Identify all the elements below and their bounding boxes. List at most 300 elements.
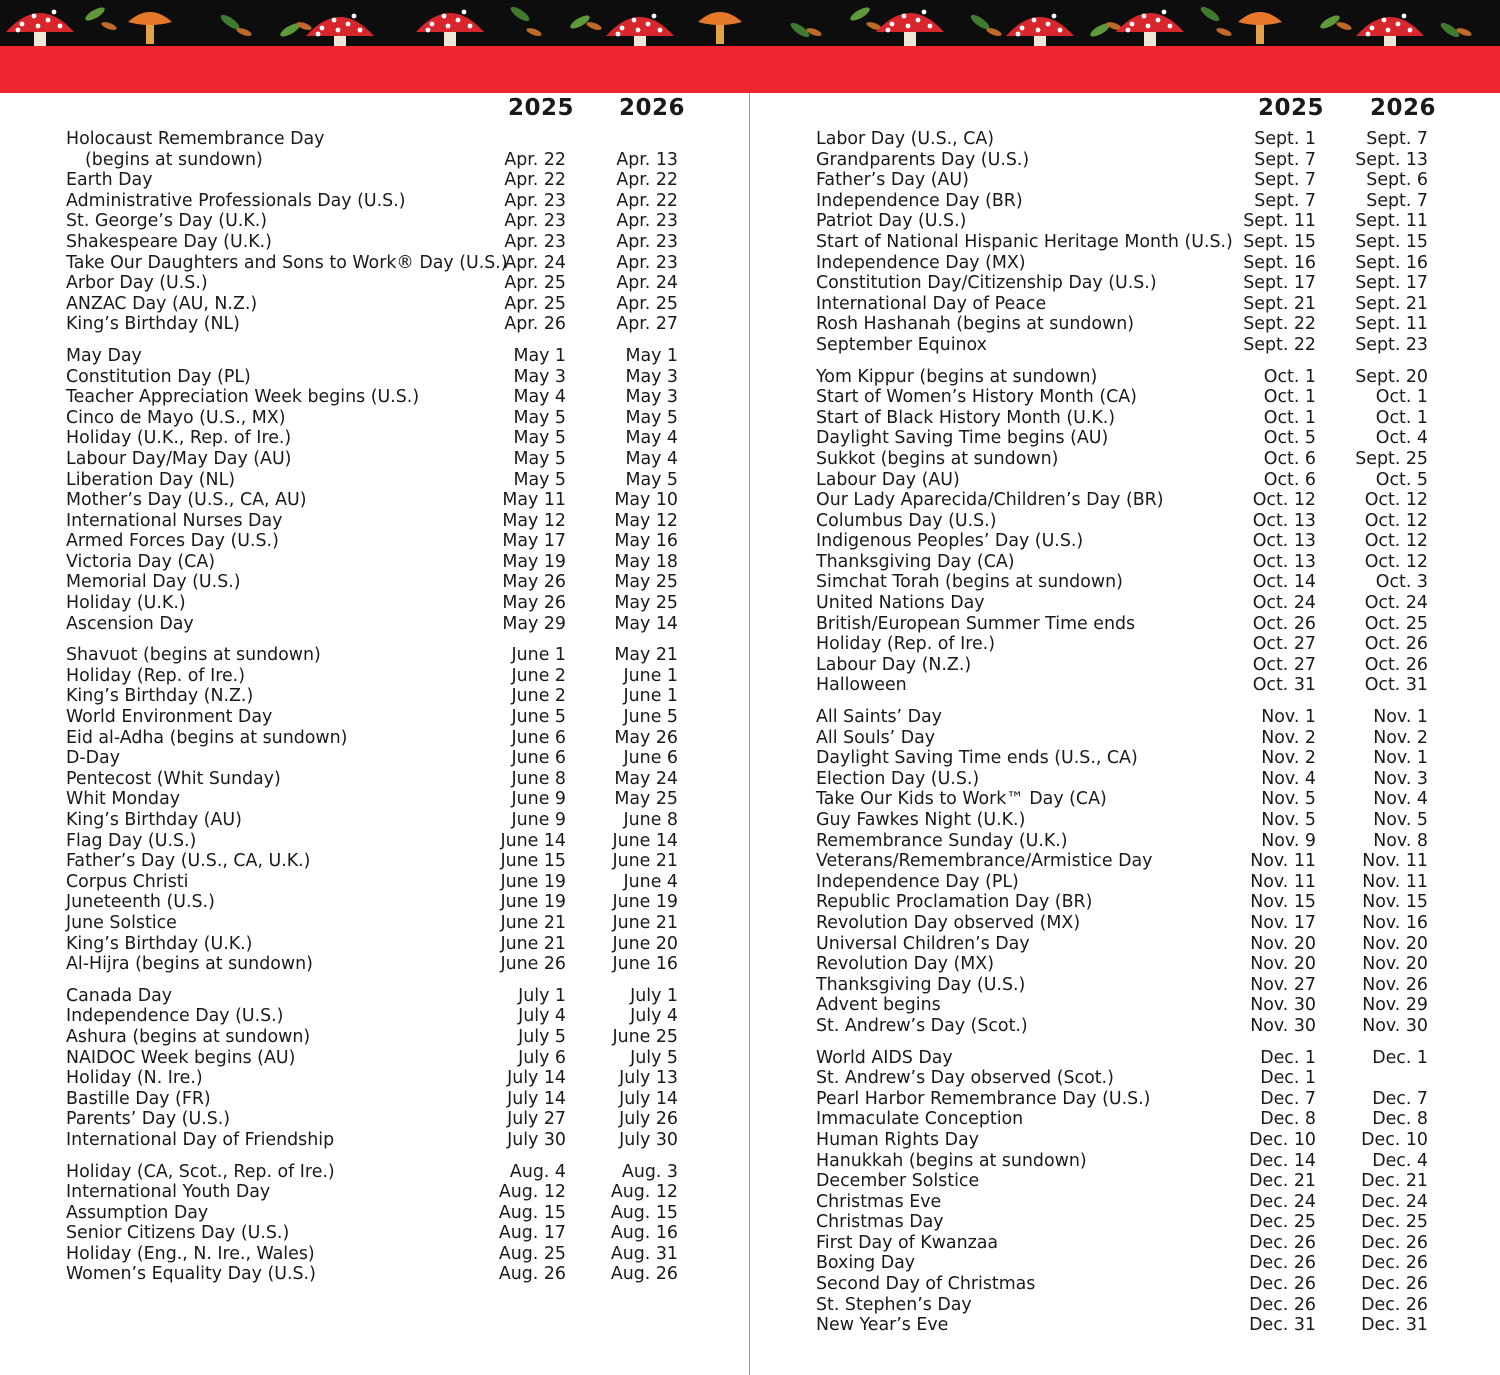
date-2026: Oct. 26	[1364, 654, 1428, 675]
date-2026: June 21	[612, 851, 678, 872]
date-2026: June 8	[623, 810, 678, 830]
date-2025: May 1	[513, 345, 566, 366]
holiday-row	[750, 211, 1500, 232]
date-2025: Nov. 11	[1250, 871, 1316, 892]
year-header-2026: 2026	[619, 95, 686, 121]
date-2025: May 11	[502, 490, 566, 511]
holiday-row	[0, 387, 749, 408]
leaf-icon	[568, 13, 602, 32]
holiday-row	[0, 470, 749, 491]
date-2025: Sept. 11	[1243, 211, 1316, 232]
date-2026: Oct. 12	[1364, 551, 1428, 572]
holiday-name: Columbus Day (U.S.)	[816, 510, 997, 531]
holiday-group	[0, 645, 749, 975]
date-2026: Apr. 22	[616, 190, 678, 211]
holiday-name: Father’s Day (AU)	[816, 170, 969, 191]
date-2026: Aug. 3	[621, 1161, 678, 1182]
date-2026: July 1	[630, 985, 678, 1006]
holiday-name: Arbor Day (U.S.)	[66, 273, 208, 294]
date-2026: Oct. 25	[1364, 613, 1428, 634]
holiday-row	[0, 789, 749, 810]
holiday-row	[750, 552, 1500, 573]
date-2026: Aug. 15	[610, 1202, 678, 1223]
holiday-row	[750, 1130, 1500, 1151]
holiday-row	[750, 831, 1500, 852]
date-2026: Nov. 8	[1373, 830, 1428, 851]
date-2025: Nov. 2	[1261, 727, 1316, 748]
date-2026: July 13	[619, 1068, 678, 1089]
date-2026: June 16	[612, 954, 678, 975]
date-2026: Dec. 8	[1372, 1109, 1428, 1130]
holiday-row	[750, 769, 1500, 790]
date-2026: Aug. 31	[610, 1243, 678, 1264]
holiday-name: International Nurses Day	[66, 510, 283, 531]
holiday-row	[750, 851, 1500, 872]
holiday-name: Memorial Day (U.S.)	[66, 572, 241, 593]
date-2026: Dec. 10	[1361, 1129, 1428, 1150]
date-2025: Oct. 12	[1252, 490, 1316, 511]
holiday-name: Parents’ Day (U.S.)	[66, 1109, 231, 1130]
holiday-name: World AIDS Day	[816, 1047, 953, 1068]
date-2026: May 25	[614, 593, 678, 614]
holiday-name: Juneteenth (U.S.)	[66, 892, 215, 913]
holiday-row	[750, 191, 1500, 212]
holiday-row	[0, 1109, 749, 1130]
date-2025: Aug. 15	[498, 1202, 566, 1223]
holiday-name: Shakespeare Day (U.K.)	[66, 231, 272, 252]
holiday-row	[0, 851, 749, 872]
date-2026: Sept. 25	[1355, 448, 1428, 469]
date-2026: Dec. 21	[1361, 1171, 1428, 1192]
date-2026: Dec. 4	[1372, 1150, 1428, 1171]
date-2025: Nov. 15	[1250, 892, 1316, 913]
date-2025: Dec. 24	[1249, 1191, 1316, 1212]
date-2025: Oct. 31	[1252, 675, 1316, 696]
holiday-row	[0, 367, 749, 388]
mushroom-pattern-illustration	[0, 0, 1500, 46]
holiday-row	[750, 1016, 1500, 1037]
date-2025: Apr. 23	[504, 190, 566, 211]
date-2025: June 9	[511, 810, 566, 830]
holiday-row	[750, 655, 1500, 676]
date-2026: May 4	[625, 428, 678, 449]
date-2026: Oct. 12	[1364, 510, 1428, 531]
leaf-icon	[1199, 4, 1233, 37]
holiday-name: Ashura (begins at sundown)	[66, 1026, 311, 1047]
date-2025: Sept. 7	[1254, 170, 1316, 191]
holiday-name: Independence Day (MX)	[816, 252, 1026, 273]
holiday-row	[750, 614, 1500, 635]
holiday-name: Independence Day (PL)	[816, 871, 1019, 892]
leaf-icon	[219, 12, 253, 37]
date-2025: Oct. 13	[1252, 510, 1316, 531]
holiday-row	[0, 170, 749, 191]
date-2026: Nov. 26	[1362, 974, 1428, 995]
date-2025: June 6	[511, 748, 566, 769]
holiday-row	[0, 934, 749, 955]
date-2026: Dec. 7	[1372, 1088, 1428, 1109]
red-mushroom-icon	[1006, 14, 1074, 46]
date-2025: Nov. 30	[1250, 1015, 1316, 1036]
holiday-row	[750, 511, 1500, 532]
holiday-name: Bastille Day (FR)	[66, 1088, 211, 1109]
date-2025: Aug. 12	[498, 1182, 566, 1203]
date-2026: Sept. 15	[1355, 231, 1428, 252]
date-2026: Oct. 12	[1364, 490, 1428, 511]
date-2025: Dec. 14	[1249, 1150, 1316, 1171]
holiday-group	[750, 129, 1500, 356]
holiday-row	[750, 1274, 1500, 1295]
holiday-name: Shavuot (begins at sundown)	[66, 645, 321, 666]
holiday-name: Republic Proclamation Day (BR)	[816, 892, 1093, 913]
mushroom-pattern-banner	[0, 0, 1500, 46]
holiday-row	[0, 1089, 749, 1110]
holiday-row	[750, 1315, 1500, 1336]
holiday-name: Independence Day (U.S.)	[66, 1006, 284, 1027]
red-header-band	[0, 46, 1500, 93]
date-2025: July 1	[518, 985, 566, 1006]
holiday-name: Pentecost (Whit Sunday)	[66, 768, 281, 789]
date-2025: June 19	[500, 892, 566, 913]
holiday-row	[750, 748, 1500, 769]
date-2026: May 18	[614, 551, 678, 572]
holiday-name: St. Andrew’s Day (Scot.)	[816, 1015, 1028, 1036]
holiday-name: Veterans/Remembrance/Armistice Day	[816, 851, 1153, 872]
date-2025: Aug. 26	[498, 1264, 566, 1285]
date-2025: Dec. 1	[1260, 1068, 1316, 1089]
date-2025: Oct. 1	[1263, 387, 1316, 408]
holiday-row	[0, 408, 749, 429]
date-2025: Dec. 21	[1249, 1171, 1316, 1192]
leaf-icon	[278, 20, 312, 39]
date-2026: May 4	[625, 448, 678, 469]
holiday-row	[0, 253, 749, 274]
date-2025: Nov. 5	[1261, 810, 1316, 830]
holiday-name: Earth Day	[66, 170, 153, 191]
holiday-name: Teacher Appreciation Week begins (U.S.)	[66, 387, 420, 408]
holiday-row	[750, 408, 1500, 429]
date-2026: Oct. 4	[1375, 428, 1428, 449]
date-2026: Dec. 26	[1361, 1294, 1428, 1315]
holiday-row	[0, 273, 749, 294]
holiday-row	[750, 789, 1500, 810]
red-mushroom-icon	[6, 10, 74, 46]
holiday-name: Start of Black History Month (U.K.)	[816, 407, 1116, 428]
holiday-group	[0, 346, 749, 634]
holiday-name: Christmas Eve	[816, 1191, 942, 1212]
date-2026: May 1	[625, 345, 678, 366]
holiday-name: (begins at sundown)	[85, 149, 263, 170]
holiday-name: King’s Birthday (N.Z.)	[66, 686, 254, 707]
date-2026: Sept. 20	[1355, 366, 1428, 387]
date-2025: Sept. 21	[1243, 293, 1316, 314]
date-2025: Oct. 26	[1252, 613, 1316, 634]
holiday-group	[0, 1162, 749, 1286]
holiday-row	[750, 273, 1500, 294]
holiday-name: Daylight Saving Time begins (AU)	[816, 428, 1109, 449]
date-2025: June 15	[500, 851, 566, 872]
date-2026: Sept. 17	[1355, 273, 1428, 294]
holiday-row	[750, 1253, 1500, 1274]
right-page	[750, 93, 1500, 1375]
orange-mushroom-icon	[698, 12, 742, 44]
date-2025: May 3	[513, 366, 566, 387]
date-2025: May 12	[502, 510, 566, 531]
date-2025: Nov. 9	[1261, 830, 1316, 851]
date-2026: Sept. 6	[1366, 170, 1428, 191]
date-2025: Oct. 13	[1252, 551, 1316, 572]
date-2026: May 10	[614, 490, 678, 511]
holiday-group	[0, 129, 749, 335]
date-2025: June 2	[511, 665, 566, 686]
date-2025: Dec. 1	[1260, 1047, 1316, 1068]
holiday-name: Holiday (Rep. of Ire.)	[66, 665, 245, 686]
red-mushroom-icon	[1116, 10, 1184, 46]
holiday-row	[750, 934, 1500, 955]
date-2026: July 26	[619, 1109, 678, 1130]
holiday-row	[750, 572, 1500, 593]
date-2025: May 26	[502, 572, 566, 593]
date-2025: Oct. 1	[1263, 407, 1316, 428]
leaf-icon	[509, 4, 543, 37]
holiday-name: Second Day of Christmas	[816, 1274, 1036, 1295]
holiday-name: Take Our Kids to Work™ Day (CA)	[816, 789, 1107, 810]
holiday-name: Pearl Harbor Remembrance Day (U.S.)	[816, 1088, 1151, 1109]
date-2026: Apr. 23	[616, 211, 678, 232]
holiday-row	[750, 314, 1500, 335]
date-2025: Sept. 15	[1243, 231, 1316, 252]
date-2025: Nov. 11	[1250, 851, 1316, 872]
date-2025: May 5	[513, 469, 566, 490]
date-2025: July 6	[518, 1047, 566, 1068]
holiday-row	[750, 531, 1500, 552]
holiday-row	[0, 810, 749, 831]
holiday-row	[0, 449, 749, 470]
date-2025: July 14	[507, 1068, 566, 1089]
red-mushroom-icon	[306, 14, 374, 46]
holiday-row	[750, 367, 1500, 388]
date-2026: Apr. 27	[616, 314, 678, 335]
holiday-row	[0, 531, 749, 552]
date-2025: June 1	[511, 645, 566, 666]
holiday-row	[750, 294, 1500, 315]
holiday-name: Holiday (CA, Scot., Rep. of Ire.)	[66, 1161, 335, 1182]
holiday-row	[0, 428, 749, 449]
holiday-row	[0, 490, 749, 511]
date-2026: May 25	[614, 572, 678, 593]
holiday-name: International Day of Friendship	[66, 1129, 335, 1150]
date-2026: May 14	[614, 613, 678, 634]
date-2025: July 30	[507, 1129, 566, 1150]
holiday-name: King’s Birthday (AU)	[66, 810, 242, 830]
date-2025: July 5	[518, 1026, 566, 1047]
date-2025: Apr. 26	[504, 314, 566, 335]
holiday-row	[750, 253, 1500, 274]
holiday-row	[0, 686, 749, 707]
date-2025: Nov. 1	[1261, 707, 1316, 728]
holiday-name: International Youth Day	[66, 1182, 271, 1203]
date-2025: Aug. 17	[498, 1223, 566, 1244]
date-2025: Sept. 1	[1254, 129, 1316, 149]
holiday-row	[750, 593, 1500, 614]
holiday-group	[0, 986, 749, 1151]
holiday-name: Constitution Day/Citizenship Day (U.S.)	[816, 273, 1157, 294]
holiday-name: Labour Day/May Day (AU)	[66, 448, 292, 469]
date-2026: Sept. 16	[1355, 252, 1428, 273]
date-2026: May 26	[614, 727, 678, 748]
date-2026: July 30	[619, 1129, 678, 1150]
date-2025: Nov. 27	[1250, 974, 1316, 995]
holiday-name: St. Andrew’s Day observed (Scot.)	[816, 1068, 1114, 1089]
holiday-name: Labour Day (N.Z.)	[816, 654, 972, 675]
holiday-row	[0, 1223, 749, 1244]
holiday-name: ANZAC Day (AU, N.Z.)	[66, 293, 258, 314]
date-2026: Nov. 15	[1362, 892, 1428, 913]
date-2026: Nov. 20	[1362, 933, 1428, 954]
date-2025: Dec. 7	[1260, 1088, 1316, 1109]
holiday-row	[750, 975, 1500, 996]
date-2025: Nov. 20	[1250, 933, 1316, 954]
holiday-name: First Day of Kwanzaa	[816, 1232, 999, 1253]
holiday-name: September Equinox	[816, 334, 987, 355]
holiday-name: British/European Summer Time ends	[816, 613, 1136, 634]
date-2025: June 9	[511, 789, 566, 810]
holiday-row	[0, 1027, 749, 1048]
holiday-group	[750, 367, 1500, 697]
date-2026: Oct. 12	[1364, 531, 1428, 552]
holiday-name: Hanukkah (begins at sundown)	[816, 1150, 1087, 1171]
holiday-row	[750, 1171, 1500, 1192]
holiday-name: Take Our Daughters and Sons to Work® Day (U.S.)	[66, 252, 508, 273]
date-2025: Sept. 22	[1243, 314, 1316, 335]
date-2026: May 24	[614, 768, 678, 789]
date-2025: Nov. 20	[1250, 954, 1316, 975]
date-2025: Oct. 5	[1263, 428, 1316, 449]
holiday-row	[0, 191, 749, 212]
holiday-row	[0, 769, 749, 790]
holiday-name: Corpus Christi	[66, 871, 189, 892]
holiday-name: Our Lady Aparecida/Children’s Day (BR)	[816, 490, 1164, 511]
date-2025: Oct. 6	[1263, 469, 1316, 490]
holiday-name: Halloween	[816, 675, 907, 696]
holiday-row	[750, 1295, 1500, 1316]
holiday-row	[0, 913, 749, 934]
date-2026: Aug. 16	[610, 1223, 678, 1244]
holiday-name: All Souls’ Day	[816, 727, 936, 748]
holiday-row	[750, 1068, 1500, 1089]
date-2026: Nov. 3	[1373, 768, 1428, 789]
holiday-group	[750, 707, 1500, 1037]
holiday-name: Senior Citizens Day (U.S.)	[66, 1223, 290, 1244]
date-2026: Apr. 25	[616, 293, 678, 314]
holiday-row	[750, 892, 1500, 913]
holiday-row	[750, 150, 1500, 171]
date-2026: Dec. 31	[1361, 1315, 1428, 1336]
holiday-name: Grandparents Day (U.S.)	[816, 149, 1030, 170]
date-2026: Oct. 1	[1375, 407, 1428, 428]
date-2026: Dec. 24	[1361, 1191, 1428, 1212]
date-2025: June 8	[511, 768, 566, 789]
date-2026: Sept. 23	[1355, 334, 1428, 355]
date-2025: Nov. 4	[1261, 768, 1316, 789]
date-2025: June 2	[511, 686, 566, 707]
date-2026: Dec. 26	[1361, 1274, 1428, 1295]
holiday-name: St. George’s Day (U.K.)	[66, 211, 268, 232]
date-2026: Sept. 11	[1355, 314, 1428, 335]
holiday-row	[750, 872, 1500, 893]
date-2025: Dec. 25	[1249, 1212, 1316, 1233]
date-2025: Aug. 4	[509, 1161, 566, 1182]
holiday-name: Holiday (Rep. of Ire.)	[816, 634, 995, 655]
holiday-row	[0, 872, 749, 893]
date-2025: Nov. 30	[1250, 995, 1316, 1016]
holiday-row	[750, 428, 1500, 449]
holiday-name: Al-Hijra (begins at sundown)	[66, 954, 313, 975]
holiday-row	[0, 986, 749, 1007]
leaf-icon	[789, 20, 823, 39]
holiday-list-right	[750, 129, 1500, 1347]
holiday-name: NAIDOC Week begins (AU)	[66, 1047, 296, 1068]
date-2026: Dec. 1	[1372, 1047, 1428, 1068]
date-2025: Oct. 13	[1252, 531, 1316, 552]
date-2026: Oct. 1	[1375, 387, 1428, 408]
leaf-icon	[1088, 20, 1122, 39]
holiday-row	[0, 954, 749, 975]
holiday-row	[750, 170, 1500, 191]
date-2026: Dec. 26	[1361, 1232, 1428, 1253]
date-2026: June 14	[612, 830, 678, 851]
date-2026: May 5	[625, 469, 678, 490]
holiday-row	[750, 1212, 1500, 1233]
holiday-name: Revolution Day observed (MX)	[816, 912, 1081, 933]
holiday-row	[0, 614, 749, 635]
holiday-name: Ascension Day	[66, 613, 194, 634]
date-2025: Nov. 5	[1261, 789, 1316, 810]
holiday-row	[0, 831, 749, 852]
date-2025: Nov. 17	[1250, 912, 1316, 933]
holiday-name: King’s Birthday (NL)	[66, 314, 240, 335]
date-2026: Oct. 24	[1364, 593, 1428, 614]
holiday-name: Revolution Day (MX)	[816, 954, 994, 975]
holiday-name: Human Rights Day	[816, 1129, 979, 1150]
red-mushroom-icon	[606, 14, 674, 46]
holiday-row	[750, 913, 1500, 934]
date-2026: Nov. 1	[1373, 748, 1428, 769]
holiday-row	[0, 346, 749, 367]
date-2026: June 1	[623, 665, 678, 686]
date-2026: Aug. 12	[610, 1182, 678, 1203]
date-2025: Oct. 14	[1252, 572, 1316, 593]
date-2026: May 3	[625, 387, 678, 408]
holiday-name: Guy Fawkes Night (U.K.)	[816, 810, 1026, 830]
date-2025: Oct. 27	[1252, 654, 1316, 675]
holiday-name: Armed Forces Day (U.S.)	[66, 531, 279, 552]
holiday-name: Christmas Day	[816, 1212, 944, 1233]
holiday-name: Cinco de Mayo (U.S., MX)	[66, 407, 286, 428]
holiday-name: Election Day (U.S.)	[816, 768, 980, 789]
date-2026: June 4	[623, 871, 678, 892]
holiday-row	[0, 572, 749, 593]
holiday-name: Canada Day	[66, 985, 173, 1006]
date-2025: May 17	[502, 531, 566, 552]
date-2026: July 14	[619, 1088, 678, 1109]
holiday-row	[750, 728, 1500, 749]
date-2026: Apr. 24	[616, 273, 678, 294]
holiday-name: Flag Day (U.S.)	[66, 830, 197, 851]
leaf-icon	[83, 5, 117, 32]
date-2025: Sept. 7	[1254, 149, 1316, 170]
holiday-name: Patriot Day (U.S.)	[816, 211, 967, 232]
